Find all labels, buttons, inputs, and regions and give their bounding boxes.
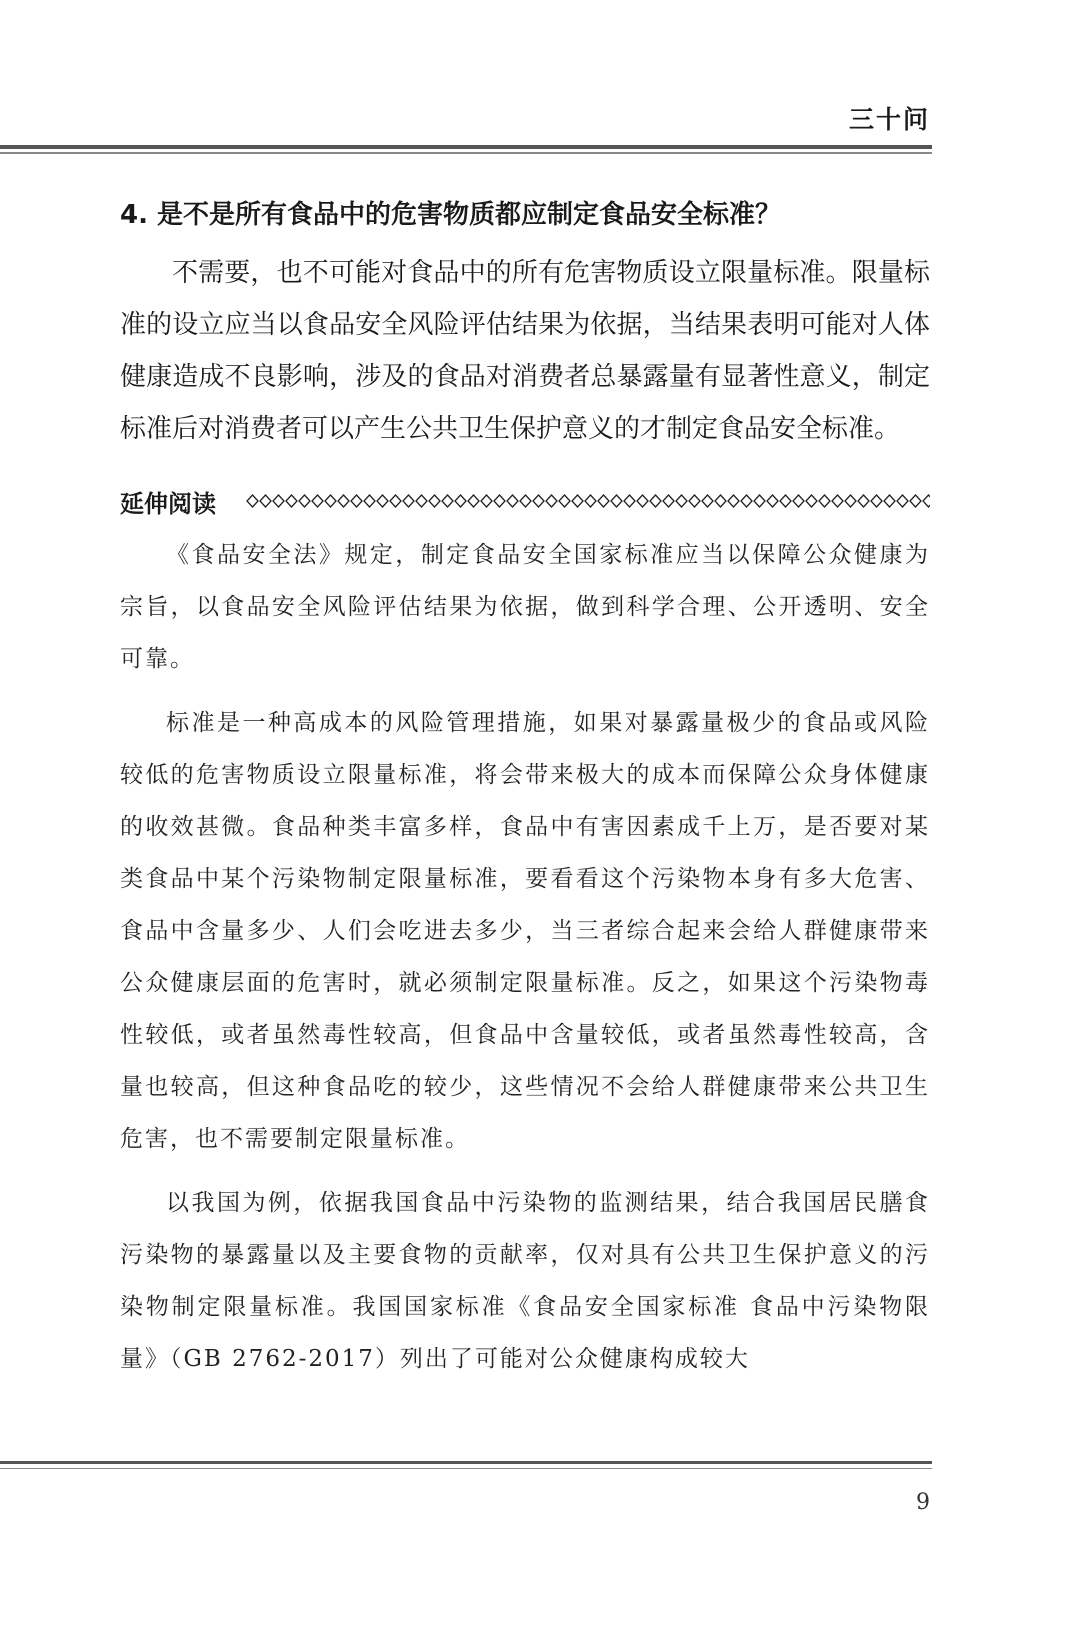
footer-rule-thick [0, 1461, 932, 1464]
running-header-title: 三十问 [848, 105, 930, 134]
extension-paragraph-2: 标准是一种高成本的风险管理措施，如果对暴露量极少的食品或风险较低的危害物质设立限量标准，将会带来极大的成本而保障公众身体健康的收效甚微。食品种类丰富多样，食品中有害因素成千上万，是否要对某类食品中某个污染物制定限量标准，要看看这个污染物本身有多大危害、食品中含量多少、人们会吃进去多少，当三者综合起来会给人群健康带来公众健康层面的危害时，就必须制定限量标准。反之，如果这个污染物毒性较低，或者虽然毒性较高，但食品中含量较低，或者虽然毒性较高，含量也较高，但这种食品吃的较少，这些情况不会给人群健康带来公共卫生危害，也不需要制定限量标准。 [120, 710, 930, 1152]
question-heading: 4. 是不是所有食品中的危害物质都应制定食品安全标准？ [120, 200, 782, 230]
extension-title: 延伸阅读 [120, 489, 216, 518]
page-content [120, 195, 930, 1385]
header-rule-thick [0, 145, 932, 149]
extension-paragraph-3: 以我国为例，依据我国食品中污染物的监测结果，结合我国居民膳食污染物的暴露量以及主要食物的贡献率，仅对具有公共卫生保护意义的污染物制定限量标准。我国国家标准《食品安全国家标准 食品中污染物限量》（GB 2762-2017）列出了可能对公众健康构成较大 [120, 1190, 930, 1372]
extension-section-header [120, 479, 930, 523]
extension-paragraph-1: 《食品安全法》规定，制定食品安全国家标准应当以保障公众健康为宗旨，以食品安全风险评估结果为依据，做到科学合理、公开透明、安全可靠。 [120, 542, 930, 672]
page-number: 9 [916, 1490, 930, 1515]
footer-rule-thin [0, 1468, 932, 1469]
answer-paragraph: 不需要，也不可能对食品中的所有危害物质设立限量标准。限量标准的设立应当以食品安全风险评估结果为依据，当结果表明可能对人体健康造成不良影响，涉及的食品对消费者总暴露量有显著性意义，制定标准后对消费者可以产生公共卫生保护意义的才制定食品安全标准。 [120, 258, 930, 444]
header-rule-thin [0, 152, 932, 154]
diamond-border-ornament [246, 494, 930, 508]
